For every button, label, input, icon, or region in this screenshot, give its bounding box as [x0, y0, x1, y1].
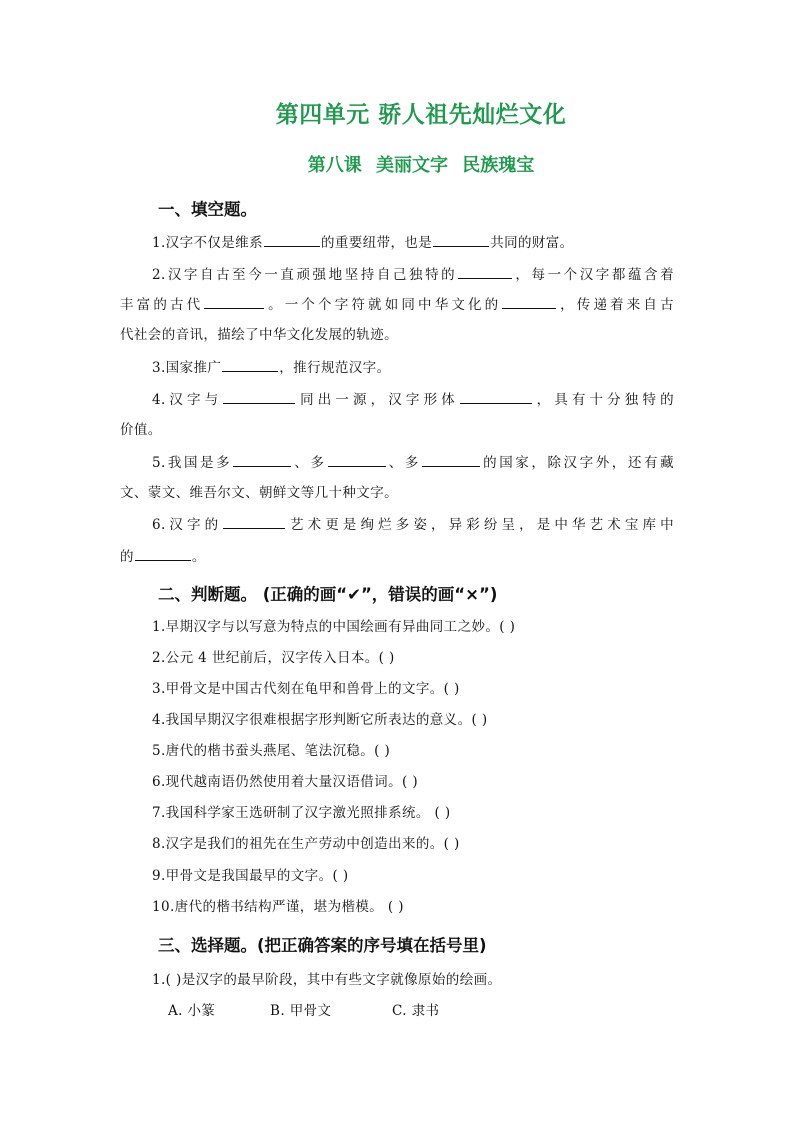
judge-question-10: 10.唐代的楷书结构严谨，堪为楷模。 ( ): [152, 899, 404, 915]
choice-option-b[interactable]: B. 甲骨文: [270, 1003, 332, 1019]
judge-question-8: 8.汉字是我们的祖先在生产劳动中创造出来的。( ): [152, 836, 460, 852]
unit-title: 第四单元 骄人祖先灿烂文化: [275, 102, 567, 128]
lesson-title: 第八课 美丽文字 民族瑰宝: [307, 155, 535, 176]
judge-question-6: 6.现代越南语仍然使用着大量汉语借词。( ): [152, 774, 419, 790]
fill-question-2-line-2: 丰富的古代 。一个个字符就如同中华文化的 ，传递着来自古: [120, 294, 674, 315]
judge-question-4: 4.我国早期汉字很难根据字形判断它所表达的意义。( ): [152, 712, 488, 728]
answer-blank[interactable]: [502, 294, 556, 309]
answer-blank[interactable]: [458, 264, 512, 279]
answer-blank[interactable]: [422, 452, 480, 467]
answer-blank[interactable]: [264, 232, 320, 247]
section-fill-blank-heading: 一、填空题。: [158, 200, 257, 219]
fill-question-5-line-2: 文、蒙文、维吾尔文、朝鲜文等几十种文字。: [120, 485, 398, 501]
fill-question-1: 1.汉字不仅是维系 的重要纽带，也是 共同的财富。: [152, 232, 674, 253]
judge-question-9: 9.甲骨文是我国最早的文字。( ): [152, 868, 349, 884]
answer-blank[interactable]: [135, 546, 191, 561]
judge-question-1: 1.早期汉字与以写意为特点的中国绘画有异曲同工之妙。( ): [152, 619, 516, 635]
answer-blank[interactable]: [233, 452, 291, 467]
fill-question-4: 4.汉字与 同出一源，汉字形体 ，具有十分独特的: [152, 389, 674, 410]
choice-option-c[interactable]: C. 隶书: [392, 1003, 440, 1019]
fill-question-3: 3.国家推广 ，推行规范汉字。: [152, 357, 674, 378]
answer-blank[interactable]: [328, 452, 386, 467]
answer-blank[interactable]: [204, 294, 264, 309]
choice-question-1: 1.( )是汉字的最早阶段，其中有些文字就像原始的绘画。: [152, 972, 502, 988]
choice-option-a[interactable]: A. 小篆: [168, 1003, 216, 1019]
judge-question-2: 2.公元 4 世纪前后，汉字传入日本。( ): [152, 650, 395, 666]
fill-question-5: 5.我国是多 、多 、多 的国家，除汉字外，还有藏: [152, 452, 674, 473]
answer-blank[interactable]: [222, 357, 278, 372]
fill-question-2-line-3: 代社会的音讯，描绘了中华文化发展的轨迹。: [120, 327, 398, 343]
answer-blank[interactable]: [433, 232, 489, 247]
section-choice-heading: 三、选择题。(把正确答案的序号填在括号里): [158, 936, 487, 955]
answer-blank[interactable]: [460, 389, 532, 404]
answer-blank[interactable]: [223, 514, 285, 529]
fill-question-2: 2.汉字自古至今一直顽强地坚持自己独特的 ，每一个汉字都蕴含着: [152, 264, 674, 285]
fill-question-6-line-2: 的 。: [120, 546, 642, 567]
fill-question-4-line-2: 价值。: [120, 422, 162, 438]
judge-question-7: 7.我国科学家王选研制了汉字激光照排系统。 ( ): [152, 805, 451, 821]
judge-question-3: 3.甲骨文是中国古代刻在龟甲和兽骨上的文字。( ): [152, 681, 460, 697]
section-true-false-heading: 二、判断题。 (正确的画“✔”，错误的画“×”): [158, 585, 498, 604]
judge-question-5: 5.唐代的楷书蚕头燕尾、笔法沉稳。( ): [152, 743, 391, 759]
answer-blank[interactable]: [223, 389, 295, 404]
fill-question-6: 6.汉字的 艺术更是绚烂多姿，异彩纷呈，是中华艺术宝库中: [152, 514, 674, 535]
